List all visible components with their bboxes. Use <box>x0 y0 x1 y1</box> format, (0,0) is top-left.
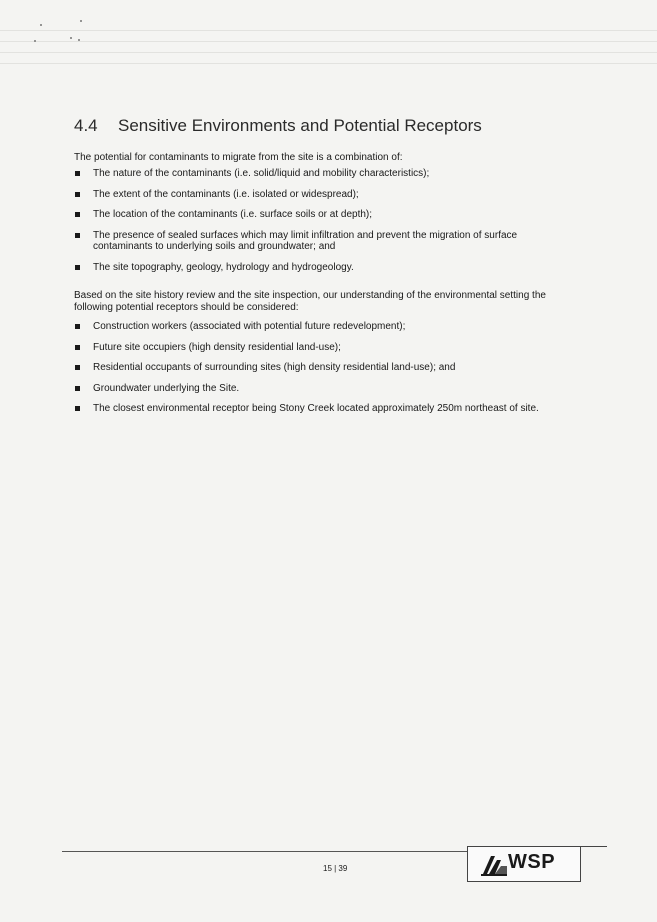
bullet-icon <box>75 345 80 350</box>
intro-paragraph: The potential for contaminants to migrate from the site is a combination of: <box>74 152 403 163</box>
scan-speck <box>80 20 82 22</box>
list-item: The presence of sealed surfaces which may limit infiltration and prevent the migration of surface contaminants to underlying soils and groundwater; and <box>74 230 594 253</box>
list-item: The extent of the contaminants (i.e. isolated or widespread); <box>74 189 594 201</box>
list-item: The closest environmental receptor being Stony Creek located approximately 250m northeast of site. <box>74 403 614 415</box>
list-item: The nature of the contaminants (i.e. solid/liquid and mobility characteristics); <box>74 168 594 180</box>
scan-line <box>0 41 657 42</box>
bullet-icon <box>75 192 80 197</box>
page-number: 15 | 39 <box>323 864 348 873</box>
list-item: Groundwater underlying the Site. <box>74 383 614 395</box>
scan-speck <box>34 40 36 42</box>
scan-speck <box>40 24 42 26</box>
receptors-paragraph: Based on the site history review and the site inspection, our understanding of the environmental setting the following potential receptors should be considered: <box>74 290 546 313</box>
bullet-icon <box>75 365 80 370</box>
scan-line <box>0 52 657 53</box>
factors-list <box>74 168 594 273</box>
bullet-icon <box>75 171 80 176</box>
wsp-logo-text: WSP <box>508 851 556 873</box>
section-title: Sensitive Environments and Potential Receptors <box>118 116 482 135</box>
section-number: 4.4 <box>74 116 98 135</box>
wsp-logo-icon <box>481 852 507 876</box>
bullet-icon <box>75 406 80 411</box>
scan-line <box>0 63 657 64</box>
bullet-icon <box>75 233 80 238</box>
list-item: Residential occupants of surrounding sites (high density residential land-use); and <box>74 362 614 374</box>
list-item: The site topography, geology, hydrology and hydrogeology. <box>74 262 594 274</box>
scan-speck <box>78 39 80 41</box>
scan-speck <box>70 37 72 39</box>
footer-rule-right <box>579 846 607 847</box>
footer-rule <box>62 851 467 852</box>
receptors-list <box>74 321 614 415</box>
bullet-icon <box>75 386 80 391</box>
scan-line <box>0 30 657 31</box>
wsp-logo <box>467 846 581 882</box>
bullet-icon <box>75 265 80 270</box>
section-heading <box>74 116 482 136</box>
list-item: Construction workers (associated with potential future redevelopment); <box>74 321 614 333</box>
bullet-icon <box>75 324 80 329</box>
list-item: Future site occupiers (high density residential land-use); <box>74 342 614 354</box>
list-item: The location of the contaminants (i.e. surface soils or at depth); <box>74 209 594 221</box>
bullet-icon <box>75 212 80 217</box>
